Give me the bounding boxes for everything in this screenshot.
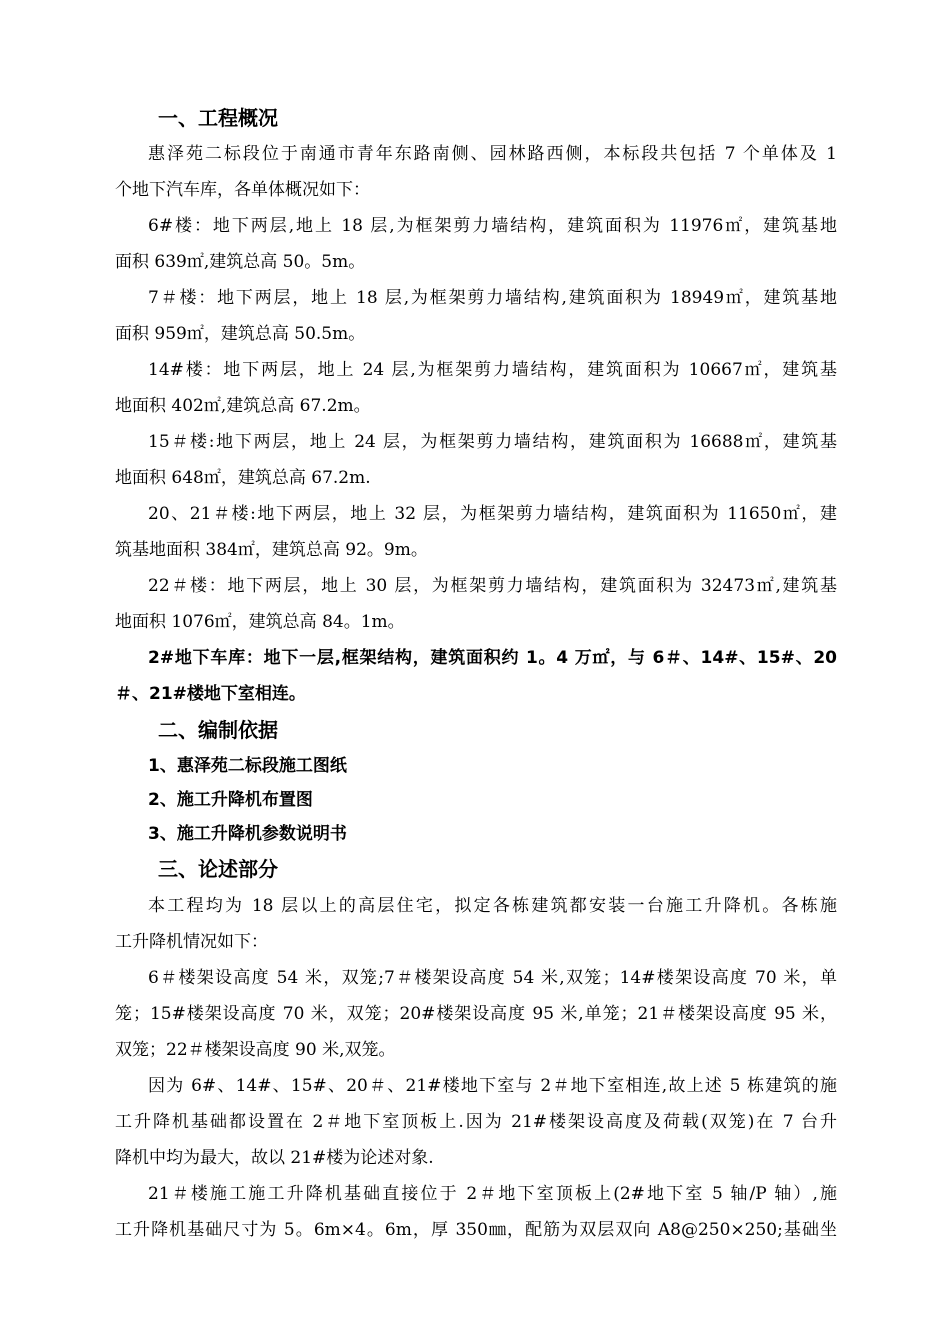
building-20-21-line: 20、21＃楼:地下两层，地上 32 层，为框架剪力墙结构，建筑面积为 11650㎡，建 [148, 504, 837, 524]
building-7-line: 7＃楼：地下两层，地上 18 层,为框架剪力墙结构,建筑面积为 18949㎡，建筑基地 [148, 288, 837, 308]
section-title-basis: 二、编制依据 [158, 718, 278, 742]
building-22-line: 22＃楼：地下两层，地上 30 层，为框架剪力墙结构，建筑面积为 32473㎡,建筑基 [148, 576, 837, 596]
building-15-line: 地面积 648㎡，建筑总高 67.2m. [115, 468, 371, 488]
paragraph-line: 降机中均为最大，故以 21#楼为论述对象. [115, 1148, 434, 1168]
paragraph-line: 工升降机基础尺寸为 5。6m×4。6m，厚 350㎜，配筋为双层双向 A8@250×250;基础坐 [115, 1220, 837, 1240]
reference-item: 3、施工升降机参数说明书 [148, 824, 347, 844]
building-20-21-line: 筑基地面积 384㎡，建筑总高 92。9m。 [115, 540, 428, 560]
garage-line: ＃、21#楼地下室相连。 [115, 684, 306, 704]
paragraph-line: 21＃楼施工施工升降机基础直接位于 2＃地下室顶板上(2#地下室 5 轴/P 轴）,施 [148, 1184, 837, 1204]
paragraph-line: 本工程均为 18 层以上的高层住宅，拟定各栋建筑都安装一台施工升降机。各栋施 [148, 896, 837, 916]
garage-line: 2#地下车库：地下一层,框架结构，建筑面积约 1。4 万㎡，与 6＃、14#、15#、20 [148, 648, 837, 668]
building-22-line: 地面积 1076㎡，建筑总高 84。1m。 [115, 612, 405, 632]
paragraph-line: 6＃楼架设高度 54 米，双笼;7＃楼架设高度 54 米,双笼；14#楼架设高度 70 米，单 [148, 968, 837, 988]
building-15-line: 15＃楼:地下两层，地上 24 层，为框架剪力墙结构，建筑面积为 16688㎡，建筑基 [148, 432, 837, 452]
building-7-line: 面积 959㎡，建筑总高 50.5m。 [115, 324, 366, 344]
building-14-line: 地面积 402㎡,建筑总高 67.2m。 [115, 396, 371, 416]
building-6-line: 面积 639㎡,建筑总高 50。5m。 [115, 252, 366, 272]
paragraph-line: 工升降机情况如下： [115, 932, 268, 952]
section-title-discussion: 三、论述部分 [158, 857, 278, 881]
reference-item: 2、施工升降机布置图 [148, 790, 313, 810]
paragraph-line: 因为 6#、14#、15#、20＃、21#楼地下室与 2＃地下室相连,故上述 5 栋建筑的施 [148, 1076, 837, 1096]
section-title-overview: 一、工程概况 [158, 106, 278, 130]
building-14-line: 14#楼：地下两层，地上 24 层,为框架剪力墙结构，建筑面积为 10667㎡，建筑基 [148, 360, 837, 380]
paragraph-line: 双笼；22＃楼架设高度 90 米,双笼。 [115, 1040, 396, 1060]
building-6-line: 6#楼：地下两层,地上 18 层,为框架剪力墙结构，建筑面积为 11976㎡，建筑基地 [148, 216, 837, 236]
paragraph-line: 个地下汽车库，各单体概况如下： [115, 180, 370, 200]
paragraph-line: 工升降机基础都设置在 2＃地下室顶板上.因为 21#楼架设高度及荷载(双笼)在 7 台升 [115, 1112, 837, 1132]
paragraph-line: 惠泽苑二标段位于南通市青年东路南侧、园林路西侧，本标段共包括 7 个单体及 1 [148, 144, 837, 164]
reference-item: 1、惠泽苑二标段施工图纸 [148, 756, 347, 776]
paragraph-line: 笼；15#楼架设高度 70 米，双笼；20#楼架设高度 95 米,单笼；21＃楼架设高度 95 米， [115, 1004, 837, 1024]
